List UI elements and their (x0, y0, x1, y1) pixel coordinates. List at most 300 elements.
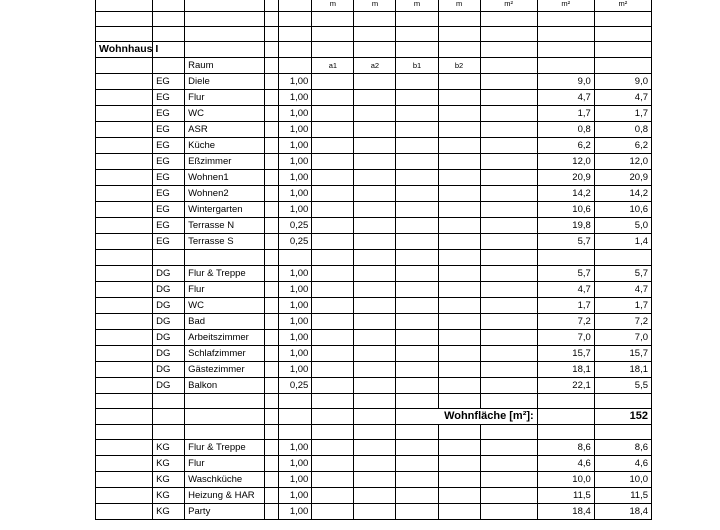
table-row (96, 455, 652, 471)
measure-cell (438, 503, 480, 519)
measure-cell (312, 170, 354, 186)
table-body (96, 0, 652, 519)
floor-cell: DG (153, 329, 185, 345)
empty-cell (537, 58, 594, 74)
area-calculation-table (95, 0, 652, 520)
factor-cell: 1,00 (279, 154, 312, 170)
empty-cell (185, 0, 265, 12)
spacer-cell (96, 74, 153, 90)
total-value: 152 (594, 408, 651, 424)
measure-cell (312, 138, 354, 154)
floor-cell: EG (153, 122, 185, 138)
factor-cell: 1,00 (279, 170, 312, 186)
divider-cell (265, 471, 279, 487)
empty-cell (438, 250, 480, 265)
measure-cell (480, 90, 537, 106)
room-cell: Balkon (185, 377, 265, 393)
net-area-cell: 7,0 (594, 329, 651, 345)
area-cell: 18,1 (537, 361, 594, 377)
table-row (96, 138, 652, 154)
measure-cell (354, 265, 396, 281)
measure-cell (354, 90, 396, 106)
empty-cell (480, 42, 537, 58)
empty-cell (537, 27, 594, 42)
divider-cell (265, 329, 279, 345)
room-cell: Heizung & HAR (185, 487, 265, 503)
b1-header: b1 (396, 58, 438, 74)
floor-cell: DG (153, 345, 185, 361)
net-area-cell: 4,6 (594, 455, 651, 471)
net-area-cell: 5,0 (594, 218, 651, 234)
measure-cell (438, 106, 480, 122)
empty-cell (312, 424, 354, 439)
area-cell: 1,7 (537, 297, 594, 313)
measure-cell (354, 297, 396, 313)
measure-cell (480, 234, 537, 250)
room-cell: Wintergarten (185, 202, 265, 218)
empty-cell (312, 27, 354, 42)
empty-cell (312, 250, 354, 265)
factor-cell: 1,00 (279, 439, 312, 455)
net-area-cell: 7,2 (594, 313, 651, 329)
measure-cell (354, 329, 396, 345)
unit-label: m² (537, 0, 594, 12)
measure-cell (480, 218, 537, 234)
measure-cell (438, 313, 480, 329)
table-row (96, 503, 652, 519)
room-cell: Bad (185, 313, 265, 329)
net-area-cell: 15,7 (594, 345, 651, 361)
measure-cell (396, 138, 438, 154)
section-row (96, 42, 652, 58)
factor-cell: 1,00 (279, 202, 312, 218)
empty-cell (438, 393, 480, 408)
divider-cell (265, 345, 279, 361)
factor-cell: 1,00 (279, 313, 312, 329)
unit-label: m (354, 0, 396, 12)
spacer-cell (96, 265, 153, 281)
empty-cell (279, 424, 312, 439)
room-cell: Diele (185, 74, 265, 90)
factor-cell: 1,00 (279, 345, 312, 361)
empty-cell (396, 424, 438, 439)
measure-cell (480, 471, 537, 487)
measure-cell (312, 377, 354, 393)
empty-cell (279, 0, 312, 12)
net-area-cell: 12,0 (594, 154, 651, 170)
divider-cell (265, 439, 279, 455)
measure-cell (480, 74, 537, 90)
empty-cell (354, 12, 396, 27)
divider-cell (265, 234, 279, 250)
empty-cell (185, 408, 265, 424)
empty-cell (480, 12, 537, 27)
empty-cell (312, 393, 354, 408)
room-cell: Flur (185, 281, 265, 297)
empty-row (96, 250, 652, 265)
factor-cell: 1,00 (279, 471, 312, 487)
net-area-cell: 6,2 (594, 138, 651, 154)
empty-cell (537, 42, 594, 58)
empty-cell (279, 250, 312, 265)
table-row (96, 154, 652, 170)
table-row (96, 361, 652, 377)
room-cell: Eßzimmer (185, 154, 265, 170)
measure-cell (396, 313, 438, 329)
empty-cell (185, 27, 265, 42)
empty-cell (354, 408, 396, 424)
measure-cell (312, 503, 354, 519)
measure-cell (354, 74, 396, 90)
measure-cell (396, 361, 438, 377)
room-cell: Flur (185, 90, 265, 106)
empty-cell (153, 408, 185, 424)
measure-cell (438, 281, 480, 297)
measure-cell (354, 377, 396, 393)
a1-header: a1 (312, 58, 354, 74)
table-row (96, 487, 652, 503)
empty-cell (312, 12, 354, 27)
area-cell: 7,2 (537, 313, 594, 329)
b2-header: b2 (438, 58, 480, 74)
floor-cell: DG (153, 313, 185, 329)
empty-cell (279, 408, 312, 424)
divider-cell (265, 74, 279, 90)
measure-cell (354, 234, 396, 250)
empty-cell (96, 27, 153, 42)
factor-cell: 1,00 (279, 138, 312, 154)
empty-cell (279, 42, 312, 58)
net-area-cell: 18,4 (594, 503, 651, 519)
measure-cell (480, 170, 537, 186)
floor-cell: KG (153, 455, 185, 471)
net-area-cell: 5,5 (594, 377, 651, 393)
factor-cell: 1,00 (279, 122, 312, 138)
spacer-cell (96, 218, 153, 234)
net-area-cell: 9,0 (594, 74, 651, 90)
measure-cell (354, 439, 396, 455)
area-cell: 11,5 (537, 487, 594, 503)
spacer-cell (96, 455, 153, 471)
area-cell: 7,0 (537, 329, 594, 345)
table-row (96, 234, 652, 250)
measure-cell (438, 186, 480, 202)
spacer-cell (96, 503, 153, 519)
spacer-cell (96, 361, 153, 377)
measure-cell (396, 154, 438, 170)
empty-cell (480, 393, 537, 408)
measure-cell (480, 281, 537, 297)
measure-cell (312, 218, 354, 234)
measure-cell (312, 329, 354, 345)
floor-cell: EG (153, 218, 185, 234)
measure-cell (480, 377, 537, 393)
measure-cell (354, 361, 396, 377)
measure-cell (354, 154, 396, 170)
measure-cell (354, 471, 396, 487)
factor-cell: 1,00 (279, 265, 312, 281)
empty-cell (594, 424, 651, 439)
empty-cell (537, 393, 594, 408)
empty-cell (185, 424, 265, 439)
net-area-cell: 4,7 (594, 90, 651, 106)
area-cell: 5,7 (537, 265, 594, 281)
empty-cell (279, 58, 312, 74)
empty-cell (438, 27, 480, 42)
empty-cell (185, 12, 265, 27)
empty-cell (279, 393, 312, 408)
room-cell: Flur & Treppe (185, 265, 265, 281)
measure-cell (438, 439, 480, 455)
empty-cell (153, 12, 185, 27)
divider-cell (265, 361, 279, 377)
spacer-cell (96, 106, 153, 122)
empty-cell (265, 250, 279, 265)
empty-cell (185, 250, 265, 265)
table-row (96, 439, 652, 455)
spacer-cell (96, 90, 153, 106)
empty-cell (96, 12, 153, 27)
measure-cell (438, 202, 480, 218)
factor-cell: 1,00 (279, 487, 312, 503)
area-cell: 20,9 (537, 170, 594, 186)
area-cell: 8,6 (537, 439, 594, 455)
empty-row (96, 12, 652, 27)
room-cell: Schlafzimmer (185, 345, 265, 361)
divider-cell (265, 487, 279, 503)
measure-cell (396, 265, 438, 281)
area-cell: 4,7 (537, 281, 594, 297)
measure-cell (312, 471, 354, 487)
room-cell: ASR (185, 122, 265, 138)
empty-cell (265, 12, 279, 27)
net-area-cell: 4,7 (594, 281, 651, 297)
unit-label: m (438, 0, 480, 12)
measure-cell (312, 122, 354, 138)
empty-cell (265, 393, 279, 408)
spacer-cell (96, 345, 153, 361)
room-cell: Wohnen1 (185, 170, 265, 186)
empty-cell (396, 393, 438, 408)
empty-cell (265, 27, 279, 42)
empty-cell (354, 424, 396, 439)
table-row (96, 74, 652, 90)
measure-cell (354, 106, 396, 122)
floor-cell: KG (153, 439, 185, 455)
measure-cell (438, 154, 480, 170)
unit-label: m² (480, 0, 537, 12)
floor-cell: EG (153, 170, 185, 186)
factor-cell: 1,00 (279, 90, 312, 106)
empty-cell (279, 12, 312, 27)
measure-cell (396, 186, 438, 202)
measure-cell (354, 281, 396, 297)
measure-cell (396, 487, 438, 503)
unit-label: m² (594, 0, 651, 12)
area-cell: 15,7 (537, 345, 594, 361)
measure-cell (396, 202, 438, 218)
floor-cell: DG (153, 265, 185, 281)
empty-cell (265, 0, 279, 12)
column-header-row (96, 58, 652, 74)
spacer-cell (96, 138, 153, 154)
empty-cell (265, 424, 279, 439)
section-title: Wohnhaus I (96, 42, 153, 58)
measure-cell (396, 234, 438, 250)
measure-cell (480, 186, 537, 202)
measure-cell (480, 297, 537, 313)
measure-cell (312, 361, 354, 377)
measure-cell (354, 170, 396, 186)
empty-cell (153, 0, 185, 12)
measure-cell (480, 329, 537, 345)
net-area-cell: 18,1 (594, 361, 651, 377)
measure-cell (396, 281, 438, 297)
room-cell: Terrasse N (185, 218, 265, 234)
measure-cell (312, 313, 354, 329)
floor-cell: EG (153, 74, 185, 90)
room-cell: Flur (185, 455, 265, 471)
measure-cell (480, 361, 537, 377)
units-row (96, 0, 652, 12)
empty-cell (153, 393, 185, 408)
divider-cell (265, 281, 279, 297)
area-cell: 19,8 (537, 218, 594, 234)
floor-cell: DG (153, 281, 185, 297)
measure-cell (438, 90, 480, 106)
unit-label: m (312, 0, 354, 12)
area-cell: 10,0 (537, 471, 594, 487)
divider-cell (265, 170, 279, 186)
empty-cell (312, 408, 354, 424)
divider-cell (265, 297, 279, 313)
empty-cell (537, 250, 594, 265)
divider-cell (265, 313, 279, 329)
empty-row (96, 424, 652, 439)
measure-cell (480, 106, 537, 122)
measure-cell (354, 202, 396, 218)
empty-cell (153, 250, 185, 265)
measure-cell (438, 218, 480, 234)
measure-cell (312, 265, 354, 281)
measure-cell (396, 503, 438, 519)
floor-cell: KG (153, 471, 185, 487)
empty-cell (279, 27, 312, 42)
measure-cell (396, 90, 438, 106)
empty-cell (96, 0, 153, 12)
factor-cell: 0,25 (279, 218, 312, 234)
measure-cell (480, 503, 537, 519)
net-area-cell: 0,8 (594, 122, 651, 138)
table-row (96, 265, 652, 281)
factor-cell: 0,25 (279, 377, 312, 393)
net-area-cell: 1,7 (594, 106, 651, 122)
net-area-cell: 11,5 (594, 487, 651, 503)
factor-cell: 0,25 (279, 234, 312, 250)
table-row (96, 106, 652, 122)
measure-cell (354, 455, 396, 471)
net-area-cell: 20,9 (594, 170, 651, 186)
area-cell: 18,4 (537, 503, 594, 519)
area-cell: 9,0 (537, 74, 594, 90)
floor-cell: KG (153, 503, 185, 519)
room-cell: Arbeitszimmer (185, 329, 265, 345)
measure-cell (480, 487, 537, 503)
factor-cell: 1,00 (279, 503, 312, 519)
net-area-cell: 10,6 (594, 202, 651, 218)
divider-cell (265, 90, 279, 106)
empty-cell (396, 250, 438, 265)
spacer-cell (96, 487, 153, 503)
spacer-cell (96, 234, 153, 250)
empty-cell (185, 42, 265, 58)
floor-cell: EG (153, 90, 185, 106)
empty-cell (265, 42, 279, 58)
measure-cell (480, 345, 537, 361)
table-row (96, 170, 652, 186)
factor-cell: 1,00 (279, 74, 312, 90)
measure-cell (396, 377, 438, 393)
empty-cell (185, 393, 265, 408)
measure-cell (480, 265, 537, 281)
floor-cell: DG (153, 361, 185, 377)
measure-cell (312, 106, 354, 122)
measure-cell (312, 202, 354, 218)
factor-cell: 1,00 (279, 297, 312, 313)
factor-cell: 1,00 (279, 106, 312, 122)
empty-cell (594, 250, 651, 265)
measure-cell (354, 122, 396, 138)
measure-cell (438, 455, 480, 471)
measure-cell (312, 186, 354, 202)
measure-cell (438, 138, 480, 154)
empty-cell (265, 408, 279, 424)
measure-cell (396, 345, 438, 361)
measure-cell (312, 455, 354, 471)
table-row (96, 471, 652, 487)
net-area-cell: 1,4 (594, 234, 651, 250)
empty-cell (594, 58, 651, 74)
measure-cell (480, 455, 537, 471)
empty-row (96, 393, 652, 408)
raum-header: Raum (185, 58, 265, 74)
measure-cell (480, 313, 537, 329)
empty-cell (96, 424, 153, 439)
measure-cell (438, 170, 480, 186)
measure-cell (396, 297, 438, 313)
empty-cell (594, 27, 651, 42)
empty-cell (537, 424, 594, 439)
measure-cell (312, 345, 354, 361)
floor-cell: EG (153, 202, 185, 218)
factor-cell: 1,00 (279, 455, 312, 471)
measure-cell (438, 377, 480, 393)
floor-cell: EG (153, 154, 185, 170)
measure-cell (396, 122, 438, 138)
measure-cell (354, 313, 396, 329)
measure-cell (438, 487, 480, 503)
divider-cell (265, 503, 279, 519)
measure-cell (312, 281, 354, 297)
net-area-cell: 14,2 (594, 186, 651, 202)
divider-cell (265, 202, 279, 218)
empty-cell (312, 42, 354, 58)
factor-cell: 1,00 (279, 361, 312, 377)
table-row (96, 297, 652, 313)
room-cell: Waschküche (185, 471, 265, 487)
empty-cell (354, 42, 396, 58)
measure-cell (396, 74, 438, 90)
